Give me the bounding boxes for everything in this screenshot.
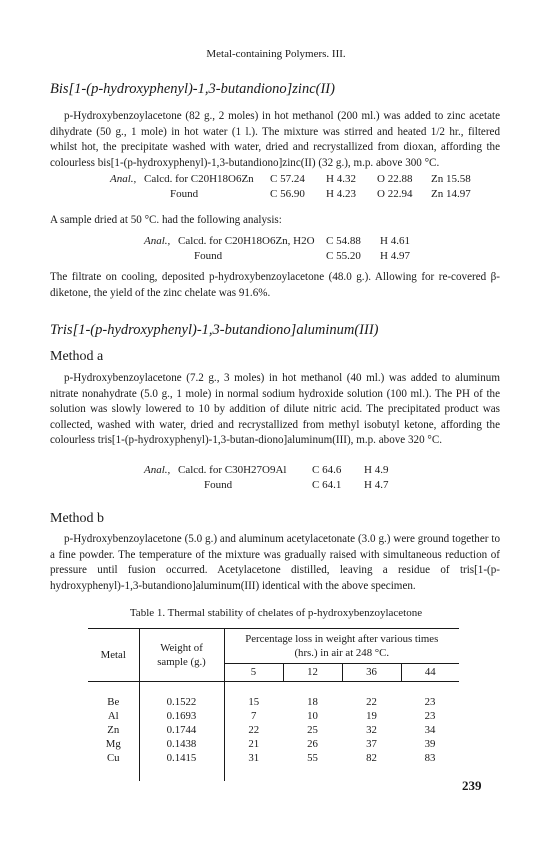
anal-value: C 56.90 (270, 188, 305, 200)
table-spacer (88, 681, 139, 695)
table-row (88, 751, 459, 765)
time-header: 44 (424, 666, 436, 678)
anal-value: H 4.32 (326, 173, 356, 185)
table-spacer (224, 681, 459, 695)
cell-loss: 39 (424, 738, 436, 750)
cell-metal: Mg (88, 737, 139, 751)
running-header: Metal-containing Polymers. III. (206, 48, 346, 60)
anal-value: H 4.23 (326, 188, 356, 200)
analysis-aluminum (144, 463, 504, 493)
cell-loss: 55 (307, 752, 318, 764)
time-header: 36 (342, 663, 401, 681)
analysis-zinc-hydrate (144, 234, 504, 264)
anal-label: Anal., (144, 235, 171, 247)
col-header-weight: Weight of sample (g.) (139, 629, 224, 681)
col-header-metal: Metal (88, 629, 139, 681)
paragraph-method-a: p-Hydroxybenzoylacetone (7.2 g., 3 moles) in hot methanol (40 ml.) was added to aluminum nitrate nonahydrate (5.0 g., 1 mole) in normal sodium hydroxide solution (100 ml.). The PH of the solution was slowly lowered to 10 by addition of dilute nitric acid. The precipitated product was collected, washed with water, dried and recrystallized from methyl isobutyl ketone, affording the colourless tris[1-(p-hydroxyphenyl)-1,3-butan-diono]aluminum(III), m.p. above 320 °C. (50, 372, 500, 446)
table-row (88, 709, 459, 723)
anal-value: Zn 14.97 (431, 188, 471, 200)
cell-weight: 0.1693 (139, 709, 224, 723)
cell-loss: 23 (424, 710, 436, 722)
paragraph-filtrate: The filtrate on cooling, deposited p-hydroxybenzoylacetone (48.0 g.). Allowing for re-covered β-diketone, the yield of the zinc chelate was 91.6%. (50, 271, 500, 299)
anal-value: H 4.61 (380, 235, 410, 247)
anal-value: H 4.7 (364, 479, 389, 491)
cell-loss: 10 (307, 710, 318, 722)
cell-metal: Zn (88, 723, 139, 737)
cell-loss: 82 (366, 752, 377, 764)
cell-metal: Be (88, 695, 139, 709)
table-spacer (139, 765, 224, 781)
cell-loss: 34 (424, 724, 436, 736)
anal-calcd-label: Calcd. for C30H27O9Al (178, 464, 287, 476)
cell-loss: 32 (366, 724, 377, 736)
cell-loss: 31 (248, 752, 260, 764)
paragraph-method-b: p-Hydroxybenzoylacetone (5.0 g.) and aluminum acetylacetonate (3.0 g.) were ground together to a fine powder. The temperature of the mixture was gradually raised with simultaneous reduction of pressure until fusion occurred. Acetylacetone distilled, leaving a residue of tris[1-(p-hydroxyphenyl)-1,3-butandiono]aluminum(III) identical with the above specimen. (50, 533, 500, 592)
cell-metal: Cu (88, 751, 139, 765)
cell-weight: 0.1415 (139, 751, 224, 765)
anal-value: H 4.97 (380, 250, 410, 262)
cell-loss: 25 (307, 724, 318, 736)
col-header-loss: Percentage loss in weight after various times (hrs.) in air at 248 °C. (224, 629, 459, 663)
cell-weight: 0.1438 (139, 737, 224, 751)
anal-value: C 55.20 (326, 250, 361, 262)
anal-found-label: Found (170, 188, 199, 200)
section-title-aluminum: Tris[1-(p-hydroxyphenyl)-1,3-butandiono]aluminum(III) (50, 322, 379, 338)
table-caption: Table 1. Thermal stability of chelates of p-hydroxybenzoylacetone (129, 607, 423, 619)
anal-calcd-label: Calcd. for C20H18O6Zn, H2O (178, 235, 315, 247)
analysis-zinc (110, 172, 510, 202)
table-row (88, 695, 459, 709)
cell-loss: 21 (248, 738, 260, 750)
cell-loss: 23 (424, 696, 436, 708)
anal-value: O 22.88 (377, 173, 413, 185)
anal-calcd-label: Calcd. for C20H18O6Zn (144, 173, 254, 185)
cell-loss: 15 (248, 696, 260, 708)
cell-loss: 18 (307, 696, 318, 708)
heading-method-b: Method b (50, 511, 105, 526)
table-spacer (139, 681, 224, 695)
paragraph-dried-sample: A sample dried at 50 °C. had the following analysis: (50, 214, 282, 226)
anal-value: H 4.9 (364, 464, 389, 476)
thermal-stability-table (88, 629, 459, 781)
anal-value: O 22.94 (377, 188, 413, 200)
cell-metal: Al (88, 709, 139, 723)
section-title-zinc: Bis[1-(p-hydroxyphenyl)-1,3-butandiono]zinc(II) (50, 81, 335, 97)
cell-loss: 83 (424, 752, 436, 764)
anal-value: C 57.24 (270, 173, 305, 185)
cell-loss: 37 (366, 738, 377, 750)
cell-loss: 7 (251, 710, 257, 722)
cell-weight: 0.1522 (139, 695, 224, 709)
page-number: 239 (462, 778, 482, 793)
time-header: 12 (283, 663, 342, 681)
cell-loss: 19 (366, 710, 377, 722)
anal-found-label: Found (204, 479, 233, 491)
cell-loss: 22 (248, 724, 260, 736)
paragraph-zinc-prep: p-Hydroxybenzoylacetone (82 g., 2 moles) in hot methanol (200 ml.) was added to zinc acetate dihydrate (50 g., 1 mole) in hot water (1 l.). The mixture was stirred and heated 1/2 hr., filtered whilst hot, the precipitate washed with water, dried and recrystallized from dioxan, affording the colourless bis[1-(p-hydroxyphenyl)-1,3-butandiono]zinc(II) (32 g.), m.p. above 300 °C. (50, 110, 500, 169)
cell-weight: 0.1744 (139, 723, 224, 737)
table-spacer (88, 765, 139, 781)
anal-label: Anal., (144, 464, 171, 476)
table-row (88, 737, 459, 751)
anal-value: C 64.6 (312, 464, 342, 476)
anal-label: Anal., (110, 173, 137, 185)
anal-found-label: Found (194, 250, 223, 262)
table-row (88, 723, 459, 737)
cell-loss: 22 (366, 696, 377, 708)
anal-value: C 64.1 (312, 479, 342, 491)
table-spacer (224, 765, 459, 781)
time-header: 5 (224, 663, 283, 681)
heading-method-a: Method a (50, 349, 104, 364)
cell-loss: 26 (307, 738, 318, 750)
anal-value: Zn 15.58 (431, 173, 471, 185)
anal-value: C 54.88 (326, 235, 361, 247)
